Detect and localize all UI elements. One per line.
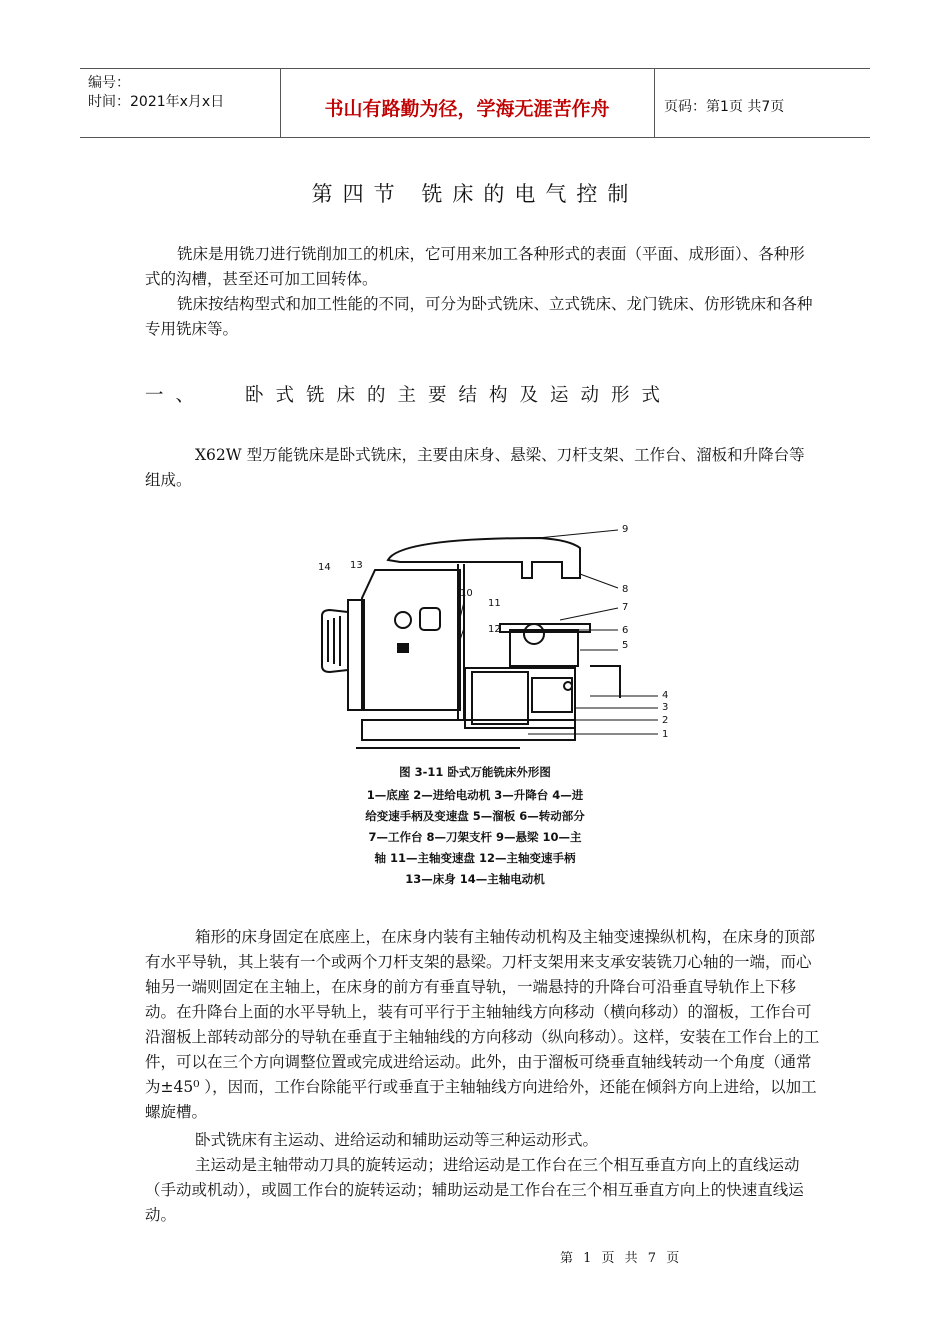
figure-label-7: 7: [622, 602, 629, 613]
section-number: 一、: [145, 385, 207, 406]
overarm-shape: [388, 538, 580, 578]
figure-caption-line-5: 13—床身 14—主轴电动机: [405, 872, 545, 886]
spindle-gear-dial: [395, 612, 411, 628]
figure-label-4: 4: [662, 690, 669, 701]
figure-caption-title: 图 3-11 卧式万能铣床外形图: [399, 765, 551, 779]
figure-label-14: 14: [318, 562, 331, 573]
figure-label-13: 13: [350, 560, 363, 571]
motor-ribs: [328, 616, 340, 666]
figure-label-11: 11: [488, 598, 501, 609]
figure-label-8: 8: [622, 584, 629, 595]
time-label: 时间：2021年x月x日: [88, 94, 225, 110]
spindle-window: [420, 608, 440, 630]
body-paragraph-1: 箱形的床身固定在底座上，在床身内装有主轴传动机构及主轴变速操纵机构，在床身的顶部有水平导轨，其上装有一个或两个刀杆支架的悬梁。刀杆支架用来支承安装铣刀心轴的一端，而心轴另一端则固定在主轴上，在床身的前方有垂直导轨，一端悬持的升降台可沿垂直导轨作上下移动。在升降台上面的水平导轨上，装有可平行于主轴轴线方向移动（横向移动）的溜板，工作台可沿溜板上部转动部分的导轨在垂直于主轴轴线的方向移动（纵向移动）。这样，安装在工作台上的工件，可以在三个方向调整位置或完成进给运动。此外，由于溜板可绕垂直轴线转动一个角度（通常为±45⁰ ），因而，工作台除能平行或垂直于主轴轴线方向进给外，还能在倾斜方向上进给，以加工螺旋槽。: [145, 928, 820, 1121]
base-shape: [362, 720, 575, 740]
header-left-cell: [80, 69, 281, 137]
page-title: 第四节 铣床的电气控制: [311, 182, 639, 206]
section-heading: [145, 381, 672, 407]
figure-label-5: 5: [622, 640, 629, 651]
figure-label-12: 12: [488, 624, 501, 635]
spindle-lever: [398, 644, 408, 652]
body-paragraph-2: 卧式铣床有主运动、进给运动和辅助运动等三种运动形式。: [195, 1131, 599, 1149]
figure-caption-line-3: 7—工作台 8—刀架支杆 9—悬梁 10—主: [368, 830, 582, 844]
figure-caption-line-1: 1—底座 2—进给电动机 3—升降台 4—进: [366, 788, 584, 802]
section-paragraph: X62W 型万能铣床是卧式铣床，主要由床身、悬梁、刀杆支架、工作台、溜板和升降台等组成。: [145, 446, 805, 489]
page-footer: 第 1 页 共 7 页: [560, 1251, 683, 1266]
header-motto: 书山有路勤为径，学海无涯苦作舟: [324, 98, 610, 120]
figure-label-1: 1: [662, 729, 669, 740]
column-shape: [362, 570, 460, 710]
intro-paragraph-2: 铣床按结构型式和加工性能的不同，可分为卧式铣床、立式铣床、龙门铣床、仿形铣床和各种专用铣床等。: [145, 295, 813, 338]
section-title: 卧式铣床的主要结构及运动形式: [245, 385, 673, 406]
handwheel: [524, 624, 544, 644]
figure-caption-line-4: 轴 11—主轴变速盘 12—主轴变速手柄: [374, 851, 576, 865]
body-paragraph-3: 主运动是主轴带动刀具的旋转运动；进给运动是工作台在三个相互垂直方向上的直线运动（手动或机动），或圆工作台的旋转运动；辅助运动是工作台在三个相互垂直方向上的快速直线运动。: [145, 1156, 804, 1224]
feed-motor-shape: [472, 672, 528, 724]
figure-caption-line-2: 给变速手柄及变速盘 5—溜板 6—转动部分: [365, 809, 585, 823]
figure-label-6: 6: [622, 625, 629, 636]
figure-label-2: 2: [662, 715, 669, 726]
cross-lever: [590, 666, 620, 698]
figure-label-10: 10: [460, 588, 473, 599]
figure-label-9: 9: [622, 524, 629, 535]
document-header: [80, 68, 870, 138]
number-label: 编号：: [88, 75, 130, 91]
page-info: 页码：第1页 共7页: [664, 99, 785, 115]
feed-dial: [564, 682, 572, 690]
intro-paragraph-1: 铣床是用铣刀进行铣削加工的机床，它可用来加工各种形式的表面（平面、成形面）、各种形式的沟槽，甚至还可加工回转体。: [145, 245, 805, 288]
figure-label-3: 3: [662, 702, 669, 713]
